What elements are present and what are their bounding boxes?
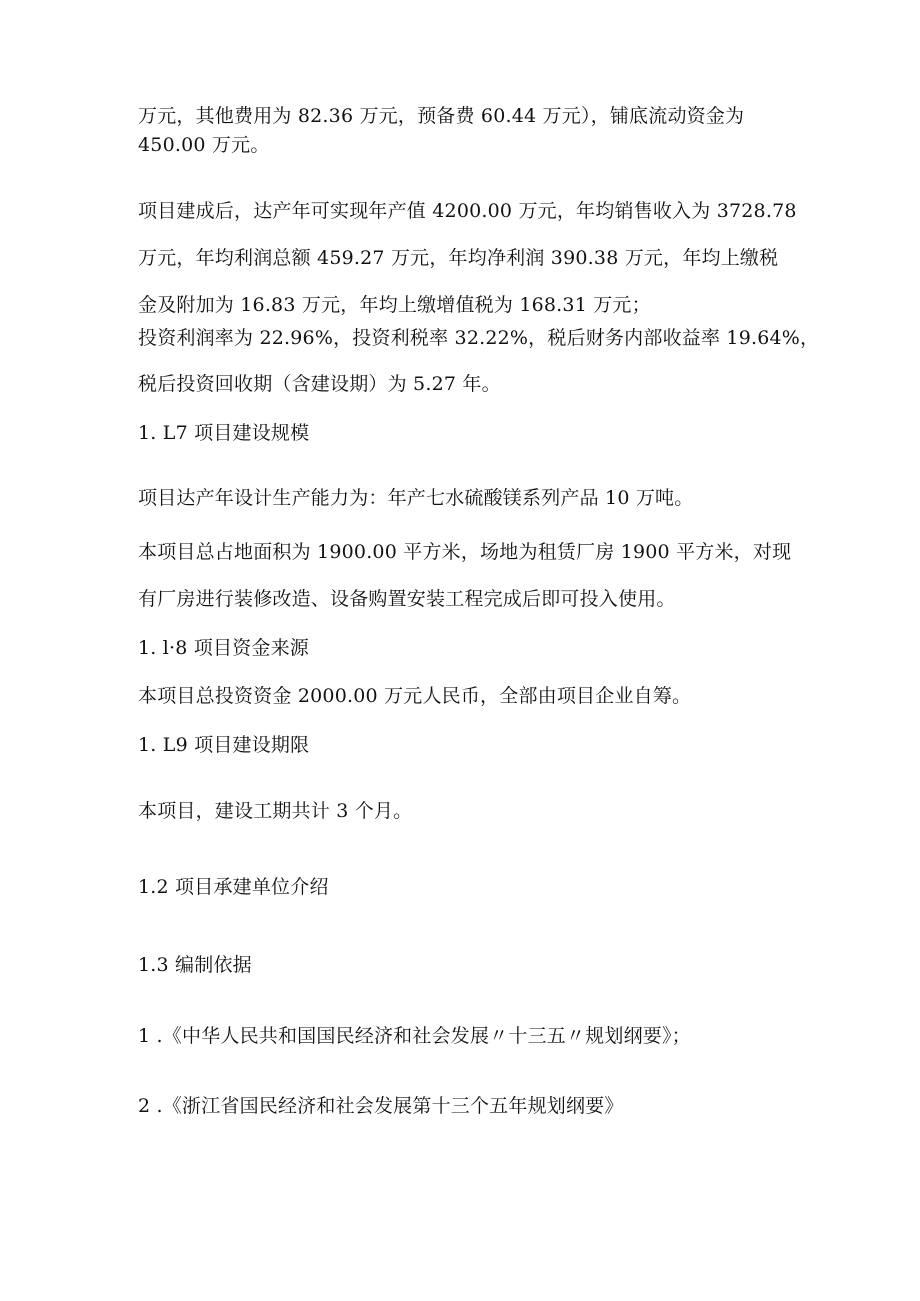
section-heading: 1. L9 项目建设期限 — [138, 734, 310, 756]
section-heading: 1.2 项目承建单位介绍 — [138, 876, 329, 898]
text-line: 税后投资回收期（含建设期）为 5.27 年。 — [138, 373, 501, 395]
text-line: 本项目，建设工期共计 3 个月。 — [138, 800, 413, 822]
text-line: 金及附加为 16.83 万元，年均上缴增值税为 168.31 万元； — [138, 294, 651, 316]
text-line: 本项目总投资资金 2000.00 万元人民币，全部由项目企业自筹。 — [138, 685, 692, 707]
section-heading: 1. l·8 项目资金来源 — [138, 637, 310, 659]
text-line: 本项目总占地面积为 1900.00 平方米，场地为租赁厂房 1900 平方米，对现 — [138, 541, 792, 563]
text-line: 有厂房进行装修改造、设备购置安装工程完成后即可投入使用。 — [138, 588, 676, 610]
list-item: 1 .《中华人民共和国国民经济和社会发展〃十三五〃规划纲要》； — [138, 1025, 691, 1047]
text-line: 万元，年均利润总额 459.27 万元，年均净利润 390.38 万元，年均上缴税 — [138, 247, 779, 269]
text-line: 项目建成后，达产年可实现年产值 4200.00 万元，年均销售收入为 3728.78 — [138, 200, 797, 222]
text-line: 投资利润率为 22.96%，投资利税率 32.22%，税后财务内部收益率 19.64%， — [138, 327, 820, 349]
text-line: 项目达产年设计生产能力为：年产七水硫酸镁系列产品 10 万吨。 — [138, 487, 694, 509]
section-heading: 1.3 编制依据 — [138, 954, 252, 976]
list-item: 2 .《浙江省国民经济和社会发展第十三个五年规划纲要》 — [138, 1095, 624, 1117]
text-line: 450.00 万元。 — [138, 134, 270, 156]
section-heading: 1. L7 项目建设规模 — [138, 422, 310, 444]
text-line: 万元，其他费用为 82.36 万元，预备费 60.44 万元），铺底流动资金为 — [138, 105, 745, 127]
